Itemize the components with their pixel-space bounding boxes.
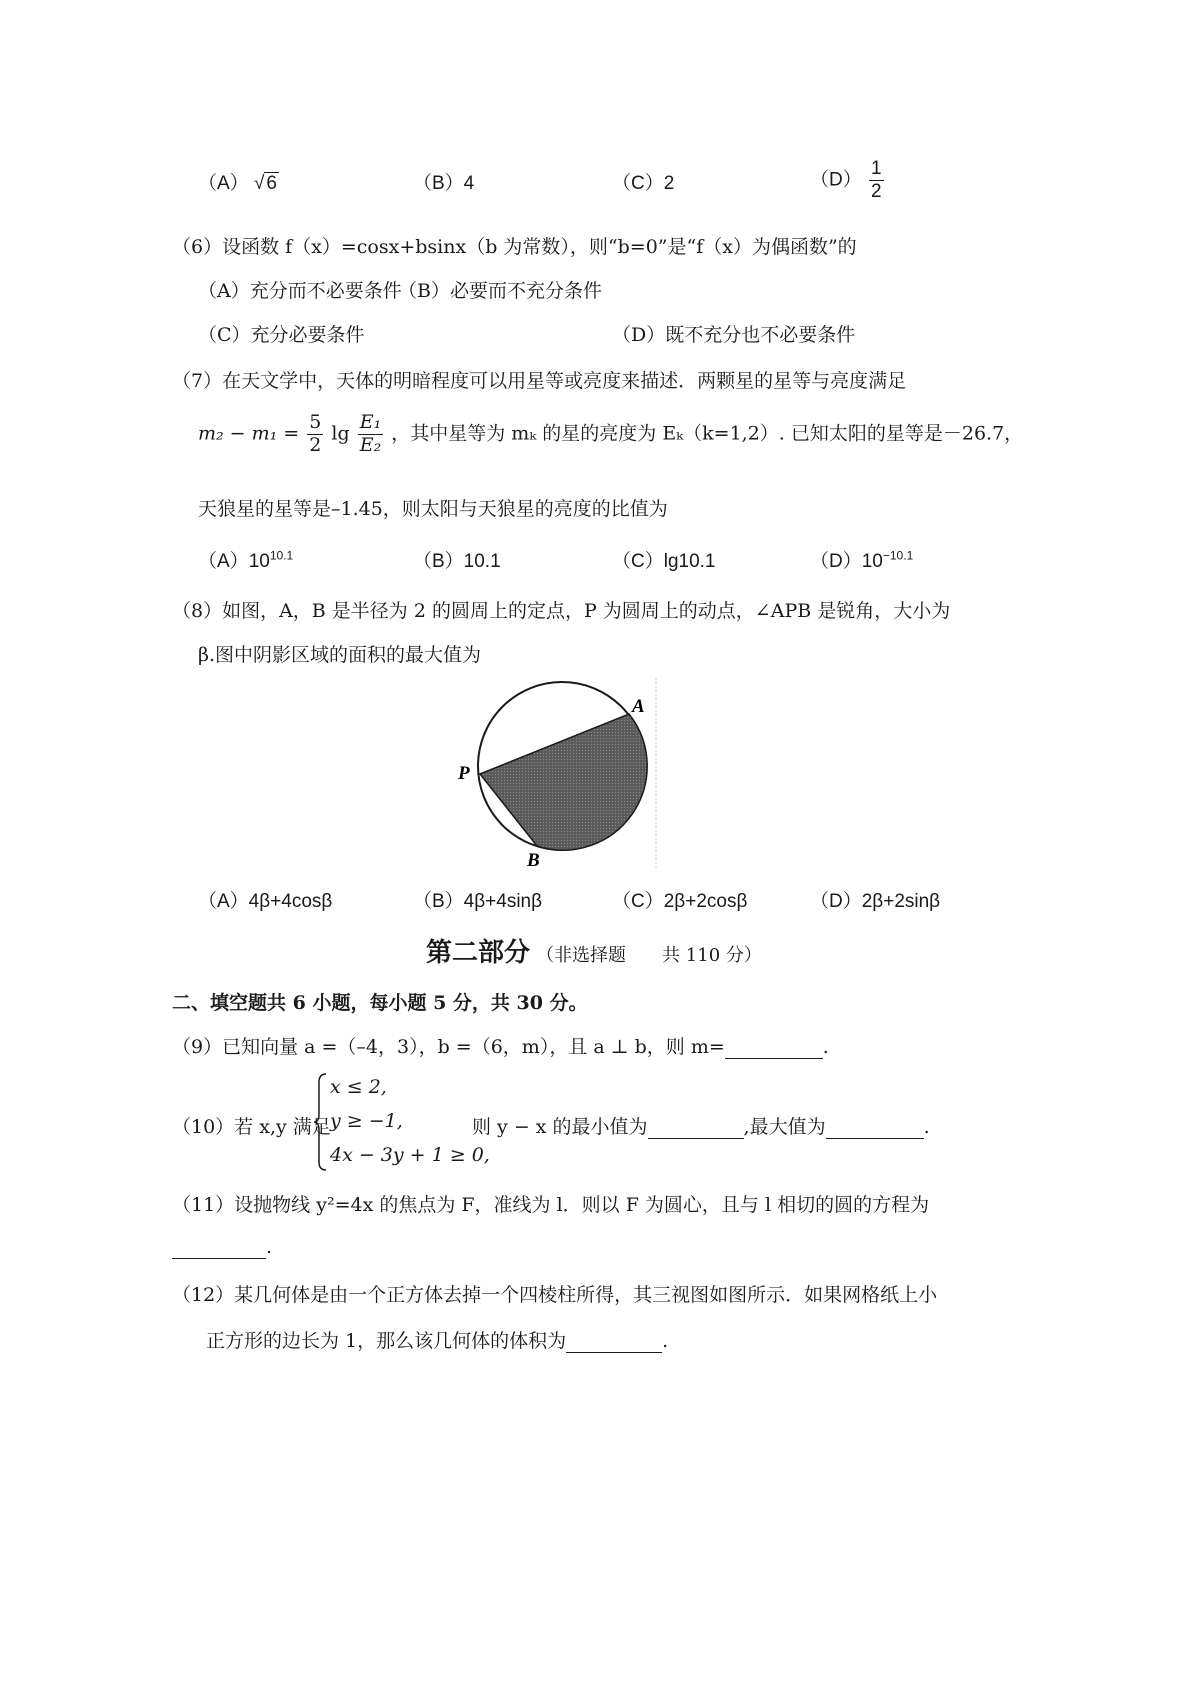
q11-answer-blank: [172, 1236, 266, 1259]
q12-text: 正方形的边长为 1，那么该几何体的体积为: [206, 1330, 567, 1352]
q7-e-num: E₁: [359, 411, 382, 433]
q7-formula-lhs: m₂ − m₁ =: [198, 422, 300, 445]
q7-option-c: （C）lg10.1: [612, 551, 716, 572]
shaded-region: [480, 714, 647, 850]
q11-line1: （11）设抛物线 y²=4x 的焦点为 F，准线为 l．则以 F 为圆心，且与 l 相切的圆的方程为: [172, 1194, 930, 1216]
q5-option-d-denominator: 2: [871, 180, 882, 202]
q5-option-a-radicand: 6: [266, 173, 277, 194]
q8-option-c: （C）2β+2cosβ: [612, 891, 748, 912]
q6-option-a: （A）充分而不必要条件: [198, 280, 402, 302]
q5-option-c: （C）2: [612, 173, 675, 194]
q11-end: .: [266, 1236, 273, 1258]
q10-cond3: 4x − 3y + 1 ≥ 0,: [330, 1144, 490, 1166]
q9-answer-blank: [725, 1036, 823, 1059]
q7-option-a-base: 10: [248, 551, 270, 572]
q8-option-b: （B）4β+4sinβ: [413, 891, 543, 912]
q7-option-d-label: （D）: [810, 551, 862, 572]
q5-option-d-label: （D）: [810, 169, 862, 191]
q5-option-a-label: （A）: [198, 173, 249, 194]
q5-option-d-numerator: 1: [871, 158, 882, 179]
q7-option-a-exp: 10.1: [269, 548, 294, 563]
q7-option-a-label: （A）: [198, 551, 249, 572]
q9-end: .: [822, 1036, 829, 1058]
q10-mid: 则 y − x 的最小值为: [472, 1116, 648, 1138]
part2-title: 第二部分: [426, 938, 531, 968]
q7-formula-line: [198, 412, 1023, 457]
label-b: B: [527, 850, 540, 871]
q12-line2: [206, 1326, 668, 1353]
q7-option-d-exp: −10.1: [882, 548, 914, 563]
q10-system: [330, 1070, 490, 1172]
q9-line: [172, 1032, 829, 1059]
q12-line1: （12）某几何体是由一个正方体去掉一个四棱柱所得，其三视图如图所示．如果网格纸上小: [172, 1284, 938, 1306]
q7-e-den: E₂: [359, 433, 382, 456]
q7-stem: （7）在天文学中，天体的明暗程度可以用星等或亮度来描述．两颗星的星等与亮度满足: [172, 370, 907, 392]
left-brace-icon: [312, 1072, 328, 1172]
q10-mid2: ,最大值为: [743, 1116, 826, 1138]
q6-stem: （6）设函数 f（x）=cosx+bsinx（b 为常数），则“b=0”是“f（x）为偶函数”的: [172, 236, 857, 258]
part2-subtitle: （非选择题 共 110 分）: [536, 945, 762, 966]
q12-answer-blank: [566, 1330, 662, 1353]
q10-prefix: （10）若 x,y 满足: [172, 1116, 331, 1138]
q8-line2: β.图中阴影区域的面积的最大值为: [198, 644, 482, 666]
q10-cond2: y ≥ −1,: [330, 1110, 403, 1132]
sqrt-symbol: √ 6: [253, 173, 277, 194]
q10-question: [472, 1112, 930, 1139]
q7-option-a: [198, 546, 293, 573]
q6-option-d: （D）既不充分也不必要条件: [612, 324, 856, 346]
q6-option-c: （C）充分必要条件: [198, 324, 365, 346]
section2-heading: 二、填空题共 6 小题，每小题 5 分，共 30 分。: [172, 992, 588, 1014]
q7-lg: lg: [331, 422, 350, 445]
part2-heading: [426, 932, 762, 969]
q11-line2: [172, 1236, 272, 1259]
q8-circle-figure: [440, 668, 680, 878]
q9-text: （9）已知向量 a =（–4，3），b =（6，m），且 a ⊥ b，则 m=: [172, 1036, 725, 1058]
q8-stem: （8）如图，A，B 是半径为 2 的圆周上的定点，P 为圆周上的动点，∠APB 是锐角，大小为: [172, 600, 951, 622]
q6-option-b: （B）必要而不充分条件: [398, 280, 602, 302]
label-p: P: [458, 763, 470, 784]
q8-option-a: （A）4β+4cosβ: [198, 891, 333, 912]
q5-option-a: [198, 168, 279, 195]
q8-option-d: （D）2β+2sinβ: [810, 891, 941, 912]
q5-option-b: （B）4: [413, 173, 475, 194]
q7-frac-den: 2: [309, 433, 322, 456]
label-a: A: [632, 696, 645, 717]
q10-min-blank: [648, 1116, 744, 1139]
q7-option-d-base: 10: [861, 551, 883, 572]
q7-formula-rest: ，其中星等为 mₖ 的星的亮度为 Eₖ（k=1,2）. 已知太阳的星等是－26.7，: [391, 422, 1024, 445]
q10-max-blank: [826, 1116, 924, 1139]
q10-end: .: [923, 1116, 930, 1138]
q5-option-d: [810, 158, 886, 203]
q7-line3: 天狼星的星等是–1.45，则太阳与天狼星的亮度的比值为: [198, 498, 668, 520]
q7-option-d: [810, 546, 913, 573]
q7-option-b: （B）10.1: [413, 551, 501, 572]
q12-end: .: [662, 1330, 669, 1352]
q10-cond1: x ≤ 2,: [330, 1076, 387, 1098]
q7-frac-num: 5: [309, 411, 322, 433]
